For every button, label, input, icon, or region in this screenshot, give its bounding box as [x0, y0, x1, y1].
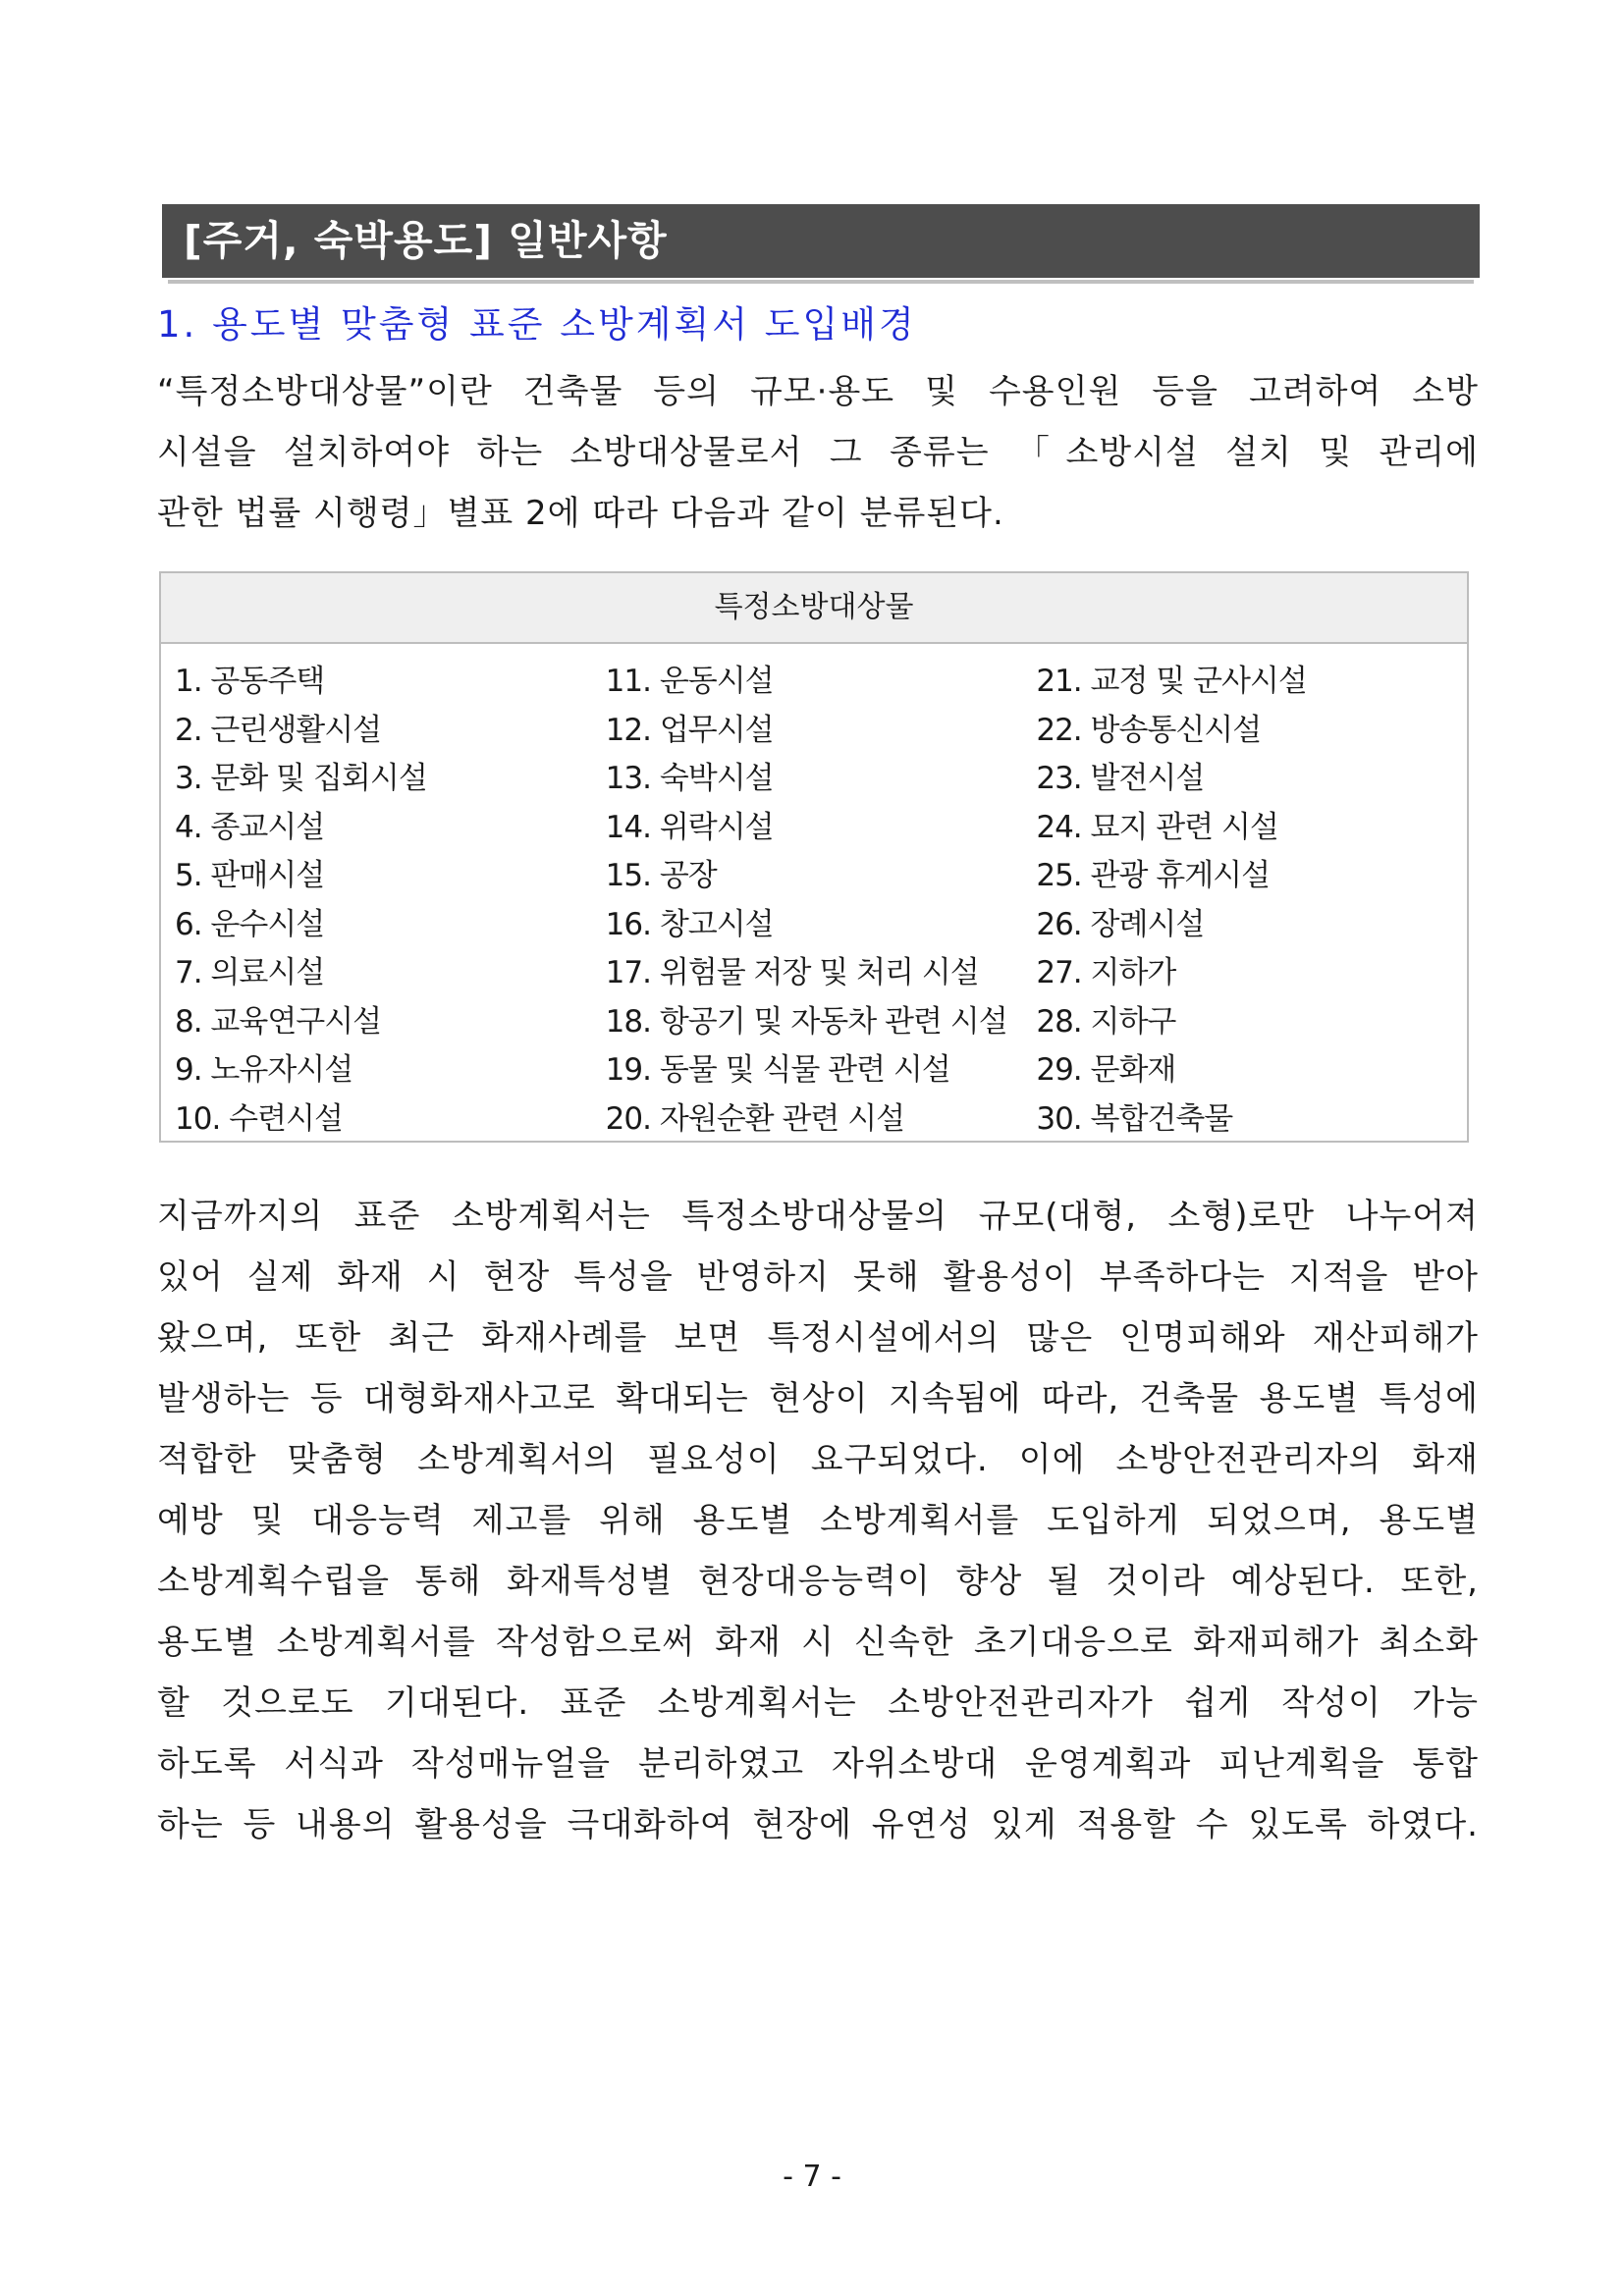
facility-column-1 [175, 658, 606, 1144]
body-line: 하는 등 내용의 활용성을 극대화하여 현장에 유연성 있게 적용할 수 있도록 하였다. [157, 1805, 1479, 1844]
facility-item: 26. 장례시설 [1036, 906, 1205, 942]
facility-item: 1. 공동주택 [175, 664, 325, 699]
facility-item: 18. 항공기 및 자동차 관련 시설 [605, 1003, 1007, 1040]
intro-line: “특정소방대상물”이란 건축물 등의 규모·용도 및 수용인원 등을 고려하여 소방 [157, 372, 1479, 411]
intro-paragraph [157, 361, 1479, 544]
body-line: 할 것으로도 기대된다. 표준 소방계획서는 소방안전관리자가 쉽게 작성이 가능 [157, 1683, 1479, 1723]
facility-item: 12. 업무시설 [605, 712, 774, 748]
facility-item: 28. 지하구 [1036, 1003, 1176, 1040]
facility-item: 4. 종교시설 [175, 809, 325, 845]
facility-item: 13. 숙박시설 [605, 761, 774, 796]
body-line: 발생하는 등 대형화재사고로 확대되는 현상이 지속됨에 따라, 건축물 용도별 특성에 [157, 1379, 1479, 1418]
facility-item: 3. 문화 및 집회시설 [175, 761, 427, 796]
facility-column-3 [1036, 658, 1467, 1144]
facility-item: 8. 교육연구시설 [175, 1003, 382, 1040]
facility-item: 11. 운동시설 [605, 664, 774, 699]
body-line: 왔으며, 또한 최근 화재사례를 보면 특정시설에서의 많은 인명피해와 재산피해가 [157, 1318, 1479, 1358]
body-line: 예방 및 대응능력 제고를 위해 용도별 소방계획서를 도입하게 되었으며, 용도별 [157, 1501, 1479, 1540]
facility-column-2 [606, 658, 1037, 1144]
facility-box-header: 특정소방대상물 [161, 573, 1467, 644]
facility-item: 15. 공장 [605, 858, 717, 893]
facility-item: 10. 수련시설 [175, 1100, 343, 1137]
body-line: 있어 실제 화재 시 현장 특성을 반영하지 못해 활용성이 부족하다는 지적을 받아 [157, 1257, 1479, 1297]
facility-item: 16. 창고시설 [605, 906, 774, 942]
section-title-banner [162, 204, 1480, 278]
facility-item: 2. 근린생활시설 [175, 712, 382, 748]
facility-item: 5. 판매시설 [175, 858, 325, 893]
facility-item: 30. 복합건축물 [1036, 1100, 1233, 1137]
facility-item: 9. 노유자시설 [175, 1052, 353, 1088]
facility-item: 25. 관광 휴게시설 [1036, 858, 1271, 893]
body-line: 적합한 맞춤형 소방계획서의 필요성이 요구되었다. 이에 소방안전관리자의 화재 [157, 1440, 1479, 1479]
body-paragraph [157, 1186, 1479, 1855]
facility-item: 23. 발전시설 [1036, 761, 1205, 796]
facility-item: 20. 자원순환 관련 시설 [605, 1100, 905, 1137]
facility-columns [175, 658, 1467, 1144]
intro-line: 시설을 설치하여야 하는 소방대상물로서 그 종류는 「소방시설 설치 및 관리에 [157, 433, 1479, 472]
section-title: [주거, 숙박용도] 일반사항 [184, 217, 668, 264]
facility-item: 21. 교정 및 군사시설 [1036, 664, 1307, 699]
page-number: - 7 - [783, 2160, 841, 2194]
facility-item: 29. 문화재 [1036, 1052, 1176, 1088]
facility-classification-box [159, 571, 1469, 1143]
facility-item: 6. 운수시설 [175, 906, 325, 942]
facility-item: 19. 동물 및 식물 관련 시설 [605, 1052, 950, 1088]
body-line: 하도록 서식과 작성매뉴얼을 분리하였고 자위소방대 운영계획과 피난계획을 통합 [157, 1744, 1479, 1784]
facility-item: 27. 지하가 [1036, 955, 1176, 990]
body-line: 용도별 소방계획서를 작성함으로써 화재 시 신속한 초기대응으로 화재피해가 최소화 [157, 1623, 1479, 1662]
facility-item: 14. 위락시설 [605, 809, 774, 845]
facility-item: 7. 의료시설 [175, 955, 325, 990]
body-line: 소방계획수립을 통해 화재특성별 현장대응능력이 향상 될 것이라 예상된다. 또한, [157, 1562, 1479, 1601]
facility-item: 17. 위험물 저장 및 처리 시설 [605, 955, 979, 990]
intro-line: 관한 법률 시행령」별표 2에 따라 다음과 같이 분류된다. [157, 494, 1004, 533]
body-line: 지금까지의 표준 소방계획서는 특정소방대상물의 규모(대형, 소형)로만 나누어져 [157, 1197, 1479, 1236]
facility-item: 24. 묘지 관련 시설 [1036, 809, 1278, 845]
facility-item: 22. 방송통신시설 [1036, 712, 1262, 748]
subheading: 1. 용도별 맞춤형 표준 소방계획서 도입배경 [157, 303, 917, 346]
